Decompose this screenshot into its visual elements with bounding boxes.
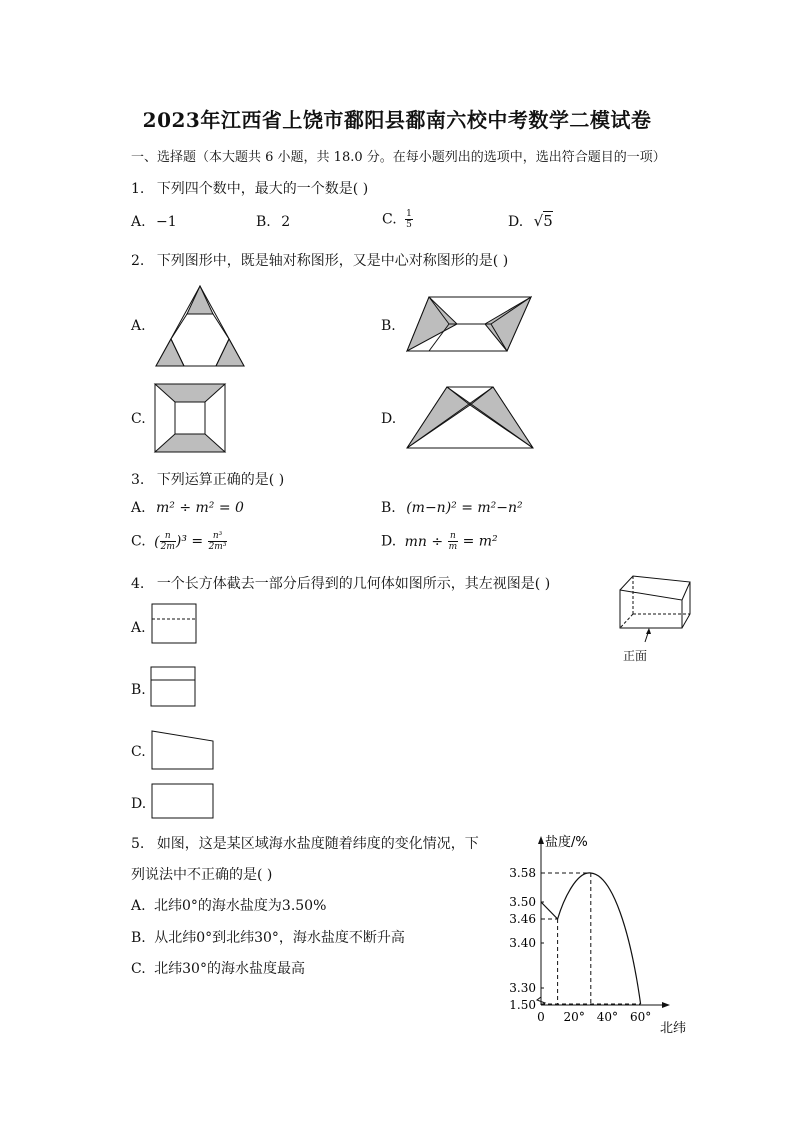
y-axis-label: 盐度/%	[545, 835, 588, 850]
q2-option-d[interactable]: D.	[381, 411, 397, 427]
q2-option-c[interactable]: C.	[131, 411, 146, 427]
q4-figure-d	[150, 782, 216, 822]
q4-figure-c	[150, 729, 216, 773]
x-axis-arrow	[662, 1002, 670, 1008]
q3-option-d[interactable]: D. mn ÷ $\frac{n}{m}$ = m²	[381, 531, 498, 552]
q3-option-c[interactable]: C. ( $\frac{n}{2m}$ )³ = $\frac{\text{n³}}{\text{2m³}}$	[131, 531, 227, 552]
q1-option-b[interactable]: B. 2	[256, 214, 291, 230]
question-2: 2. 下列图形中，既是轴对称图形，又是中心对称图形的是( )	[131, 253, 509, 269]
front-view-label: 正面	[623, 649, 648, 663]
q1-option-a[interactable]: A. −1	[131, 214, 177, 230]
q2-figure-a	[150, 283, 250, 368]
q4-option-b[interactable]: B.	[131, 682, 146, 698]
sqrt-symbol: √	[533, 212, 544, 230]
y-tick-label: 3.46	[509, 912, 536, 926]
question-5: 5. 如图，这是某区域海水盐度随着纬度的变化情况，下	[131, 836, 479, 852]
x-axis-label: 北纬	[660, 1021, 687, 1036]
q4-figure-a	[151, 603, 199, 645]
question-number: 1.	[131, 181, 145, 197]
q4-solid-figure	[615, 572, 695, 632]
question-1	[131, 178, 368, 198]
salinity-chart	[490, 828, 700, 1038]
x-tick-label: 60°	[629, 1010, 652, 1024]
q4-option-d[interactable]: D.	[131, 796, 147, 812]
q1-option-d[interactable]: D. √5	[508, 212, 553, 230]
question-3: 3. 下列运算正确的是( )	[131, 472, 285, 488]
q3-option-b[interactable]: B. (m−n)² = m²−n²	[381, 500, 523, 516]
y-tick-label: 3.58	[509, 866, 536, 880]
y-axis-arrow	[538, 836, 544, 844]
q3-option-a[interactable]: A. m² ÷ m² = 0	[131, 500, 244, 516]
x-tick-label: 0	[537, 1010, 545, 1024]
fraction: $\frac{1}{5}$	[406, 209, 412, 230]
y-tick-label: 3.50	[509, 895, 536, 909]
question-5-line2: 列说法中不正确的是( )	[131, 867, 273, 883]
q1-option-c[interactable]: C. $\frac{1}{5}$	[382, 209, 412, 230]
q2-figure-b	[405, 295, 535, 355]
q2-option-a[interactable]: A.	[131, 318, 146, 334]
section-heading: 一、选择题（本大题共 6 小题，共 18.0 分。在每小题列出的选项中，选出符合题目的一项）	[131, 150, 666, 165]
y-tick-label: 3.30	[509, 981, 536, 995]
page-title: 2023年江西省上饶市鄱阳县鄱南六校中考数学二模试卷	[142, 108, 652, 132]
q5-option-a[interactable]: A. 北纬0°的海水盐度为3.50%	[131, 898, 327, 914]
q2-figure-c	[153, 382, 227, 454]
q5-option-b[interactable]: B. 从北纬0°到北纬30°，海水盐度不断升高	[131, 930, 405, 946]
q4-option-a[interactable]: A.	[131, 620, 146, 636]
y-tick-label: 1.50	[509, 998, 536, 1012]
q4-option-c[interactable]: C.	[131, 744, 146, 760]
y-tick-label: 3.40	[509, 936, 536, 950]
q4-figure-b	[150, 666, 198, 708]
q2-option-b[interactable]: B.	[381, 318, 396, 334]
q2-figure-d	[405, 385, 535, 451]
x-tick-label: 40°	[596, 1010, 619, 1024]
question-4: 4. 一个长方体截去一部分后得到的几何体如图所示，其左视图是( )	[131, 576, 551, 592]
question-stem: 下列四个数中，最大的一个数是( )	[156, 181, 369, 197]
q5-option-c[interactable]: C. 北纬30°的海水盐度最高	[131, 961, 305, 977]
x-tick-label: 20°	[563, 1010, 585, 1024]
